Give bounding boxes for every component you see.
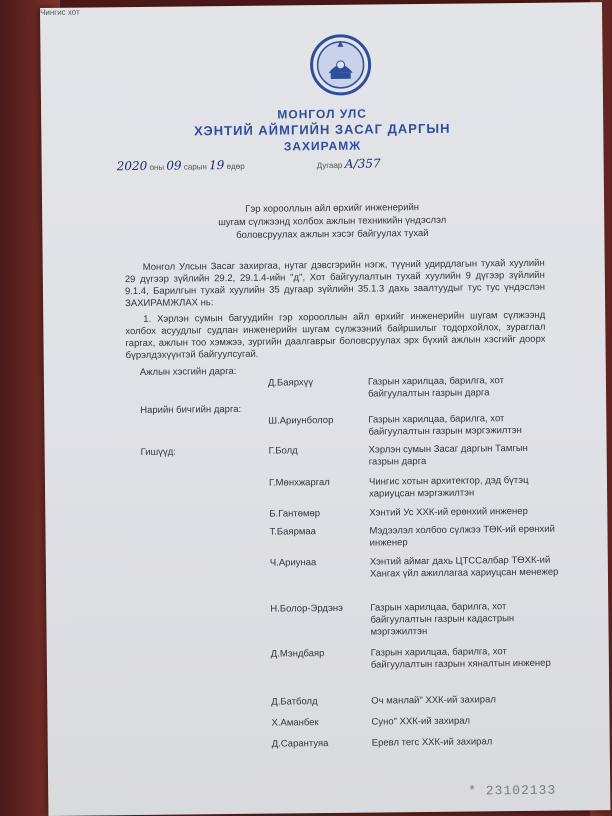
member-position: Хэнтий аймаг дахь ЦТССалбар ТӨХК-ий Хангах үйл ажиллагаа хариуцсан менежер [369,554,559,580]
date-year-suffix: оны [149,162,165,172]
member-name: Т.Баярмаа [269,526,316,538]
member-position: Газрын харилцаа, барилга, хот байгуулалтын газрын мэргэжилтэн [368,413,522,438]
document-date [117,158,245,173]
number-value: А/357 [344,156,381,171]
body-paragraph-2: 1. Хэрлэн сумын багуудийн гэр хорооллын айл өрхийг инженерийн шугам сүлжээнд холбох асуудлыг судлан инженерийн шугам сүлжээний байршилыг тодорхойлох, зураглал гаргах, ажлын тоо хэмжээ, зургийн даалгаврыг боловсруулах эрх бүхий ажлын хэсгийг доорх бүрэлдэхүүнтэй байгуулсугай. [125,309,546,362]
member-name: Д.Баярхүү [267,377,314,389]
document-city: Чингис хот [40,7,80,17]
member-role: Гишүүд: [140,446,176,458]
member-name: Д.Сарантуяа [271,738,329,750]
member-name: Х.Аманбек [271,717,319,729]
org-title: ХЭНТИЙ АЙМГИЙН ЗАСАГ ДАРГЫН [194,120,451,139]
document-page [40,2,610,816]
member-position: Чингис хотын архитектор, дэд бүтэц хариуцсан мэргэжилтэн [368,474,529,500]
member-position: Мэдээлэл холбоо сүлжээ ТӨК-ий ерөнхий инженер [369,523,555,549]
member-position: Газрын харилцаа, барилга, хот байгуулалтын газрын хяналтын инженер [370,646,551,671]
member-name: Д.Батболд [271,696,318,708]
member-role: Ажлын хэсгийн дарга: [139,365,237,378]
date-month-suffix: сарын [183,162,207,172]
member-role: Нарийн бичгийн дарга: [140,403,242,416]
member-position: Хэрлэн сумын Засаг даргын Тамгын газрын дарга [368,442,528,468]
member-position: Хэнтий Ус ХХК-ий ерөнхий инженер [369,505,528,519]
member-position: Еревл тегс ХХК-ий захирал [371,736,493,749]
member-name: Ш.Ариунболор [268,414,334,427]
member-name: Д.Мэндбаяр [270,648,325,660]
member-name: Н.Болор-Эрдэнэ [270,602,344,615]
member-position: Газрын харилцаа, барилга, хот байгуулалтын газрын кадастрын мэргэжилтэн [370,601,515,638]
document-subject [192,200,472,242]
document-number [317,156,381,171]
member-name: Г.Мөнхжаргал [268,476,330,489]
body-paragraph-1: Монгол Улсын Засаг захиргаа, нутаг дэвсгэрийн нэгж, түүний удирдлагын тухай хуулийн 29 дүгээр зүйлийн 29.2, 29.1.4-ийн "д", Хот байгуулалтын тухай хуулийн 9 дүгээр зүйлийн 9.1.4, Барилгын тухай хуулийн 35 дугаар зүйлийн 35.1.3 дахь заалтуудыг тус тус үндэслэн ЗАХИРАМЖЛАХ нь: [124,257,546,310]
subject-line: шугам сүлжээнд холбох ажлын техникийн үндэслэл [218,214,447,229]
stamp-number: * 23102133 [468,782,557,799]
member-position: Газрын харилцаа, барилга, хот байгуулалтын газрын дарга [367,375,505,400]
member-position: Суно" ХХК-ий захирал [371,715,471,728]
date-month: 09 [166,158,182,173]
date-year: 2020 [116,158,148,174]
date-day-suffix: өдөр [226,161,245,172]
subject-line: Гэр хорооллын айл өрхийг инженерийн [245,202,420,215]
member-name: Ч.Ариунаа [269,557,317,569]
member-position: Оч манлай" ХХК-ий захирал [371,694,496,707]
number-label: Дугаар [316,160,343,171]
subject-line: боловсруулах ажлын хэсэг байгуулах тухай [236,227,429,241]
date-day: 19 [209,158,225,173]
state-emblem-icon [308,33,373,98]
member-name: Б.Гантөмөр [269,508,321,520]
document-type: ЗАХИРАМЖ [283,138,362,154]
org-country: МОНГОЛ УЛС [277,106,367,122]
member-name: Г.Болд [268,445,298,457]
